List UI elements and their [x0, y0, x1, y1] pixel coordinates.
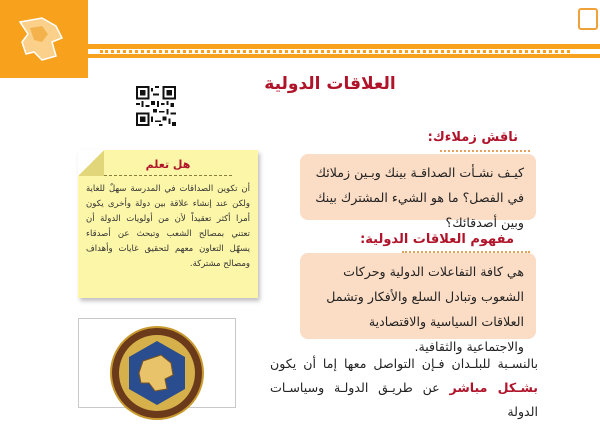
- bottom-text-end: عن طريـق الدولـة وسياسـات الدولة: [270, 380, 538, 419]
- concept-definition-text: هي كافة التفاعلات الدولية وحركات الشعوب وتبادل السلع والأفكار وتشمل العلاقات السياسية والاقتصادية والاجتماعية والثقافية.: [326, 264, 524, 354]
- page-title: العلاقات الدولية: [264, 74, 396, 94]
- concept-heading: مفهوم العلاقات الدولية:: [360, 232, 514, 247]
- bottom-paragraph: [270, 352, 538, 424]
- header-corner: [0, 0, 88, 78]
- header-rule-top: [88, 44, 600, 49]
- gulf-map-icon: [12, 12, 70, 66]
- emblem-image-frame: [78, 318, 236, 408]
- note-divider: [104, 175, 232, 176]
- page-badge: [578, 8, 598, 30]
- bottom-text-start: بالنسـبة للبلـدان فـإن التواصل معها إما أن يكون: [270, 356, 538, 371]
- header-rule-bottom: [88, 54, 600, 58]
- gcc-emblem: [109, 325, 205, 421]
- did-you-know-note: [78, 150, 258, 298]
- bottom-highlight: بشـكل مباشر: [449, 380, 538, 395]
- note-body: أن تكوين الصداقات في المدرسة سهلٌ للغاية ولكن عند إنشاء علاقة بين دولة وأخرى يكون أمرا أكثر تعقيداً لأن من أولويات الدولة أن تعتني بمصالح الشعب وتبحث عن أصدقاء يسهّل التعاون معهم لتحقيق غايات وأهداف ومصالح مشتركة.: [86, 184, 250, 269]
- qr-code-icon[interactable]: [136, 86, 176, 126]
- note-title: هل تعلم: [145, 158, 191, 171]
- note-page-curl: [78, 150, 104, 176]
- discuss-question-box: [300, 154, 536, 230]
- discuss-question-text: كيـف نشـأت الصداقـة بينك وبـين زملائك في الفصل؟ ما هو الشيء المشترك بينك وبين أصدقائك؟: [315, 165, 524, 230]
- discuss-heading: ناقش زملاءك:: [427, 130, 518, 145]
- concept-definition-box: [300, 253, 536, 354]
